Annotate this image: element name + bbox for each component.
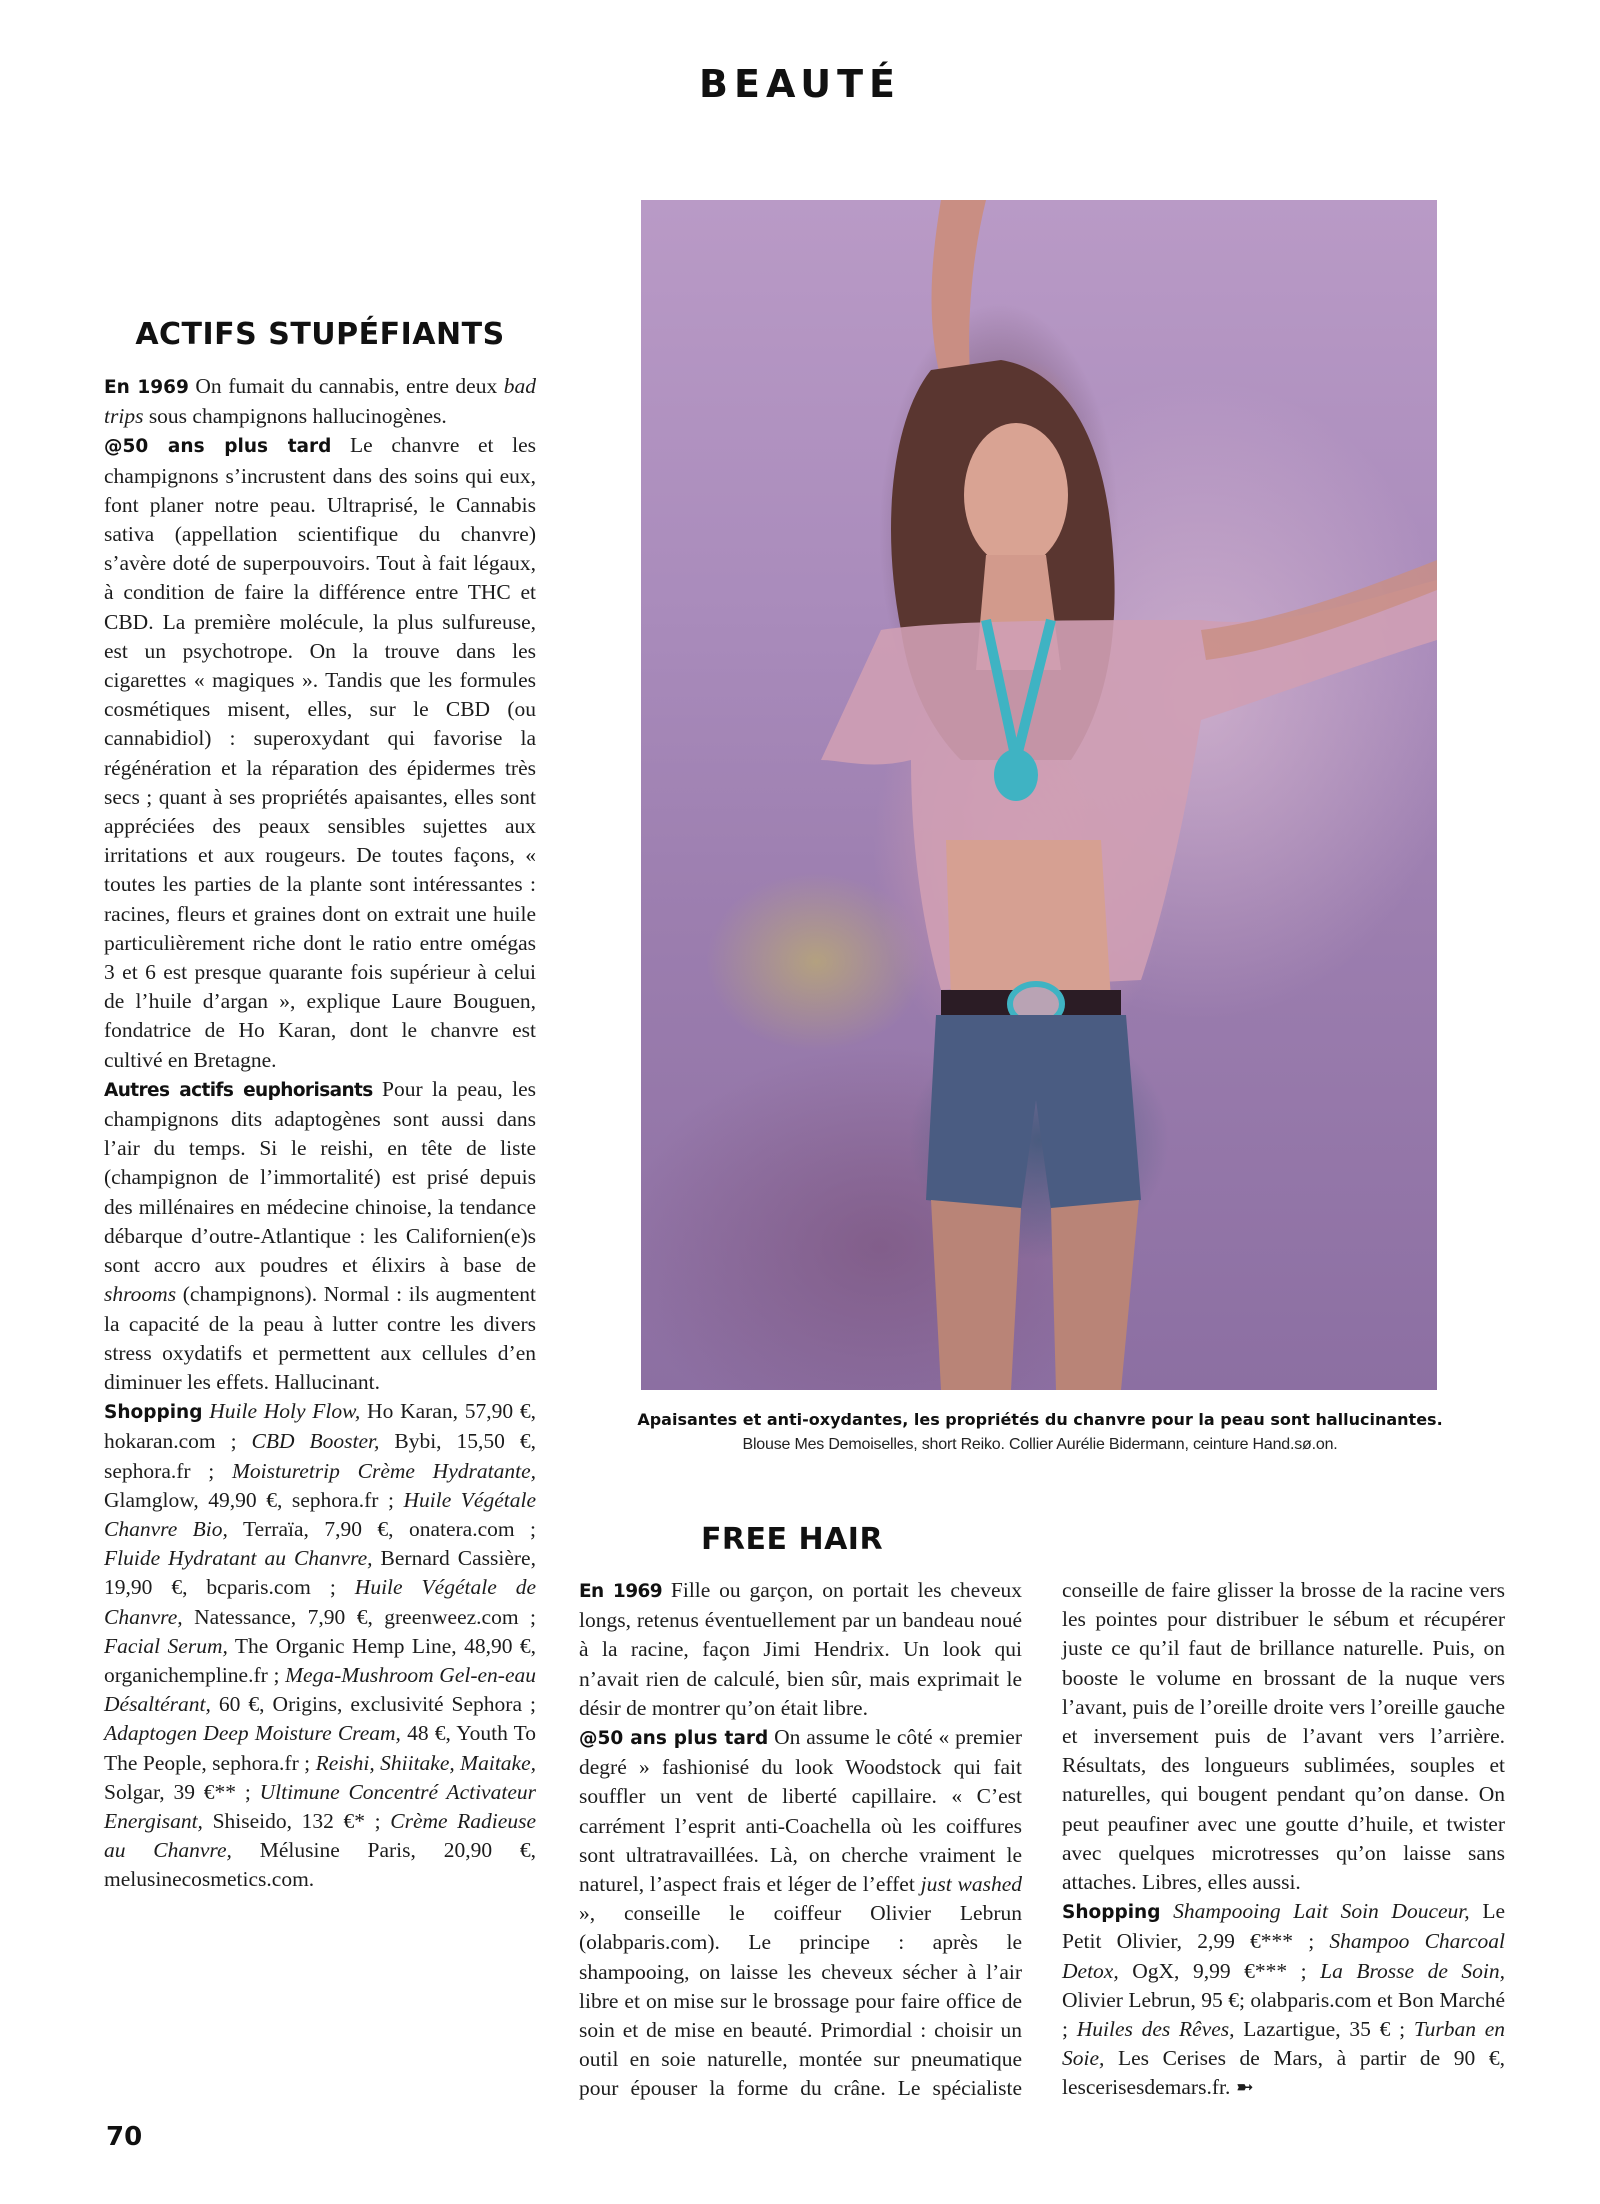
section-header: BEAUTÉ bbox=[699, 62, 901, 106]
necklace-pendant bbox=[994, 749, 1038, 801]
raised-arm bbox=[932, 200, 986, 385]
shopping-list: Shopping Shampooing Lait Soin Douceur, Le Petit Olivier, 2,99 €*** ; Shampoo Charcoal Detox, OgX, 9,99 €*** ; La Brosse de Soin, Olivier Lebrun, 95 €; olabparis.com et Bon Marché ; Huiles des Rêves, Lazartigue, 35 € ; Turban en Soie, Les Cerises de Mars, à partir de 90 €, lescerisesdemars.fr. ➼ bbox=[1062, 1899, 1506, 2100]
photo-caption: Apaisantes et anti-oxydantes, les propriétés du chanvre pour la peau sont hallucinantes. bbox=[637, 1410, 1443, 1429]
denim-shorts bbox=[926, 1015, 1141, 1210]
article-body-actifs bbox=[104, 372, 536, 1895]
face bbox=[964, 423, 1068, 567]
paragraph: Autres actifs euphorisants Pour la peau, les champignons dits adaptogènes sont aussi dans l’air du temps. Si le reishi, en tête de liste (champignon de l’immortalité) est prisé depuis des millénaires en médecine chinoise, la tendance débarque d’outre-Atlantique : les Californien(e)s sont accro aux poudres et élixirs à base de shrooms (champignons). Normal : ils augmentent la capacité de la peau à lutter contre les divers stress oxydatifs et permettent aux cellules d’en diminuer les effets. Hallucinant. bbox=[104, 1076, 536, 1394]
paragraph: En 1969 On fumait du cannabis, entre deux bad trips sous champignons hallucinogènes. bbox=[104, 374, 536, 429]
article-body-free-hair bbox=[579, 1576, 1505, 2116]
shopping-list: Shopping Huile Holy Flow, Ho Karan, 57,90 €, hokaran.com ; CBD Booster, Bybi, 15,50 €, sephora.fr ; Moisturetrip Crème Hydratante, Glamglow, 49,90 €, sephora.fr ; Huile Végétale Chanvre Bio, Terraïa, 7,90 €, onatera.com ; Fluide Hydratant au Chanvre, Bernard Cassière, 19,90 €, bcparis.com ; Huile Végétale de Chanvre, Natessance, 7,90 €, greenweez.com ; Facial Serum, The Organic Hemp Line, 48,90 €, organichempline.fr ; Mega-Mushroom Gel-en-eau Désaltérant, 60 €, Origins, exclusivité Sephora ; Adaptogen Deep Moisture Cream, 48 €, Youth To The People, sephora.fr ; Reishi, Shiitake, Maitake, Solgar, 39 €** ; Ultimune Concentré Activateur Energisant, Shiseido, 132 €* ; Crème Radieuse au Chanvre, Mélusine Paris, 20,90 €, melusinecosmetics.com. bbox=[104, 1399, 536, 1892]
article-title-free-hair: FREE HAIR bbox=[700, 1522, 884, 1557]
end-of-article-arrow-icon: ➼ bbox=[1230, 2075, 1254, 2100]
article-title-actifs: ACTIFS STUPÉFIANTS bbox=[135, 317, 505, 352]
page-number: 70 bbox=[106, 2122, 143, 2152]
paragraph: @50 ans plus tard Le chanvre et les champignons s’incrustent dans des soins qui eux, font planer notre peau. Ultraprisé, le Cannabis sativa (appellation scientifique du chanvre) s’avère doté de superpouvoirs. Tout à fait légaux, à condition de faire la différence entre THC et CBD. La première molécule, la plus sulfureuse, est un psychotrope. On la trouve dans les cigarettes « magiques ». Tandis que les formules cosmétiques misent, elles, sur le CBD (ou cannabidiol) : superoxydant qui favorise la régénération et la réparation des épidermes très secs ; quant à ses propriétés apaisantes, elles sont appréciées des peaux sensibles sujettes aux irritations et aux rougeurs. De toutes façons, « toutes les parties de la plante sont intéressantes : racines, fleurs et graines dont on extrait une huile particulièrement riche dont le ratio entre omégas 3 et 6 est presque quarante fois supérieur à celui de l’huile d’argan », explique Laure Bouguen, fondatrice de Ho Karan, dont le chanvre est cultivé en Bretagne. bbox=[104, 433, 536, 1072]
left-leg bbox=[931, 1200, 1021, 1390]
photo-illustration bbox=[641, 200, 1437, 1390]
photo-credit: Blouse Mes Demoiselles, short Reiko. Collier Aurélie Bidermann, ceinture Hand.sø.on. bbox=[742, 1436, 1338, 1453]
right-leg bbox=[1051, 1200, 1139, 1390]
paragraph: En 1969 Fille ou garçon, on portait les cheveux longs, retenus éventuellement par un bandeau noué à la racine, façon Jimi Hendrix. Un look qui n’avait rien de calculé, bien sûr, mais exprimait le désir de montrer qu’on était libre. bbox=[579, 1578, 1022, 1720]
fashion-photo bbox=[641, 200, 1437, 1390]
paragraph: @50 ans plus tard On assume le côté « premier degré » fashionisé du look Woodstock qui fait souffler un vent de liberté capillaire. « C’est carrément l’esprit anti-Coachella où les coiffures sont ultratravaillées. Là, on cherche vraiment le naturel, l’aspect frais et léger de l’effet just washed », conseille le coiffeur Olivier Lebrun (olabparis.com). Le principe : après le shampooing, on laisse les cheveux sécher à l’air libre et on mise sur le brossage pour faire office de soin et de mise en beauté. Primordial : choisir un outil en soie naturelle, montée sur pneumatique pour épouser la forme du crâne. Le spécialiste conseille de faire glisser la brosse de la racine vers les pointes pour distribuer le sébum et récupérer juste ce qu’il faut de brillance naturelle. Puis, on booste le volume en brossant de la nuque vers l’avant, puis de l’oreille droite vers l’oreille gauche et inversement puis de l’avant vers l’arrière. Résultats, des longueurs sublimées, souples et naturelles, qui bougent pendant qu’on danse. On peut peaufiner avec une goutte d’huile, et twister avec quelques microtresses qu’on laisse sans attaches. Libres, elles aussi. bbox=[579, 1578, 1505, 2101]
midriff bbox=[946, 840, 1111, 1000]
